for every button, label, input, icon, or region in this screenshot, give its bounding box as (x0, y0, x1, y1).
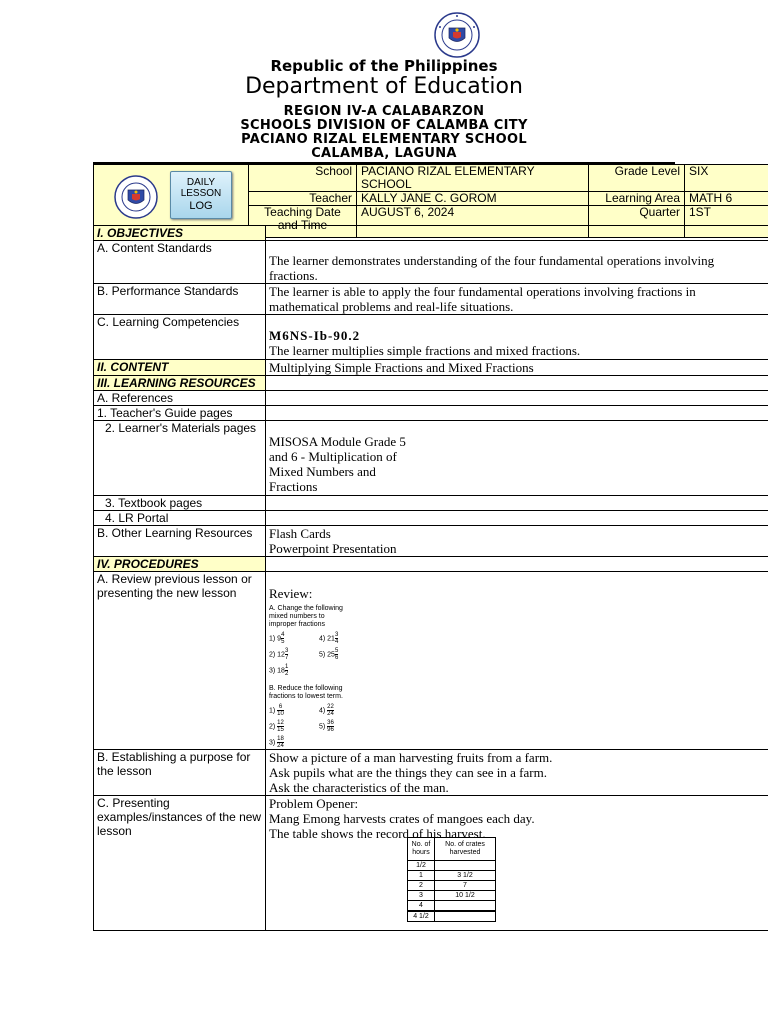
performance-standards-label: B. Performance Standards (94, 284, 266, 315)
presenting-cell: Problem Opener: Mang Emong harvests crates of mangoes each day. The table shows the record of his harvest. No. of hours No. of crates harvested 1/2 1 3 1/2 2 7 3 10 1/2 4 4 1/2 (266, 796, 768, 931)
learners-materials-label: 2. Learner's Materials pages (94, 421, 266, 496)
header-republic: Republic of the Philippines (270, 57, 498, 75)
purpose-cell: Show a picture of a man harvesting fruits from a farm. Ask pupils what are the things they can see in a farm. Ask the characteristics of the man. (266, 750, 768, 796)
learning-competencies-label: C. Learning Competencies (94, 315, 266, 360)
worksheet-a-item: 2) 12 $\frac{3}{7}$ (269, 648, 289, 661)
presenting-label: C. Presenting examples/instances of the new lesson (94, 796, 266, 931)
header-region: REGION IV-A CALABARZON (283, 104, 485, 119)
quarter-value: 1ST (685, 206, 768, 238)
learning-area-label: Learning Area (589, 192, 685, 206)
lesson-plan-table (93, 225, 768, 931)
worksheet-a-item: 3) 18 $\frac{1}{2}$ (269, 664, 289, 677)
lr-portal-label: 4. LR Portal (94, 511, 266, 526)
school-value: PACIANO RIZAL ELEMENTARY SCHOOL (357, 165, 589, 192)
harvest-crates-cell: 7 (435, 881, 496, 891)
harvest-crates-cell: 10 1/2 (435, 891, 496, 901)
header-school: PACIANO RIZAL ELEMENTARY SCHOOL (241, 132, 527, 147)
learning-competencies-cell (266, 315, 768, 360)
other-resources-cell: Flash Cards Powerpoint Presentation (266, 526, 768, 557)
content-standards-text: The learner demonstrates understanding of the four fundamental operations involving fractions. (266, 241, 768, 284)
deped-seal-small-icon (112, 175, 160, 219)
grade-level-value: SIX (685, 165, 768, 192)
worksheet-b-item: 5) $\frac{36}{96}$ (319, 720, 334, 733)
harvest-hours-cell: 4 1/2 (408, 911, 435, 922)
content-text: Multiplying Simple Fractions and Mixed Fractions (266, 360, 768, 376)
harvest-hours-cell: 1 (408, 871, 435, 881)
quarter-label: Quarter (589, 206, 685, 238)
deped-seal-icon (432, 12, 482, 58)
school-label: School (249, 165, 357, 192)
harvest-crates-cell (435, 901, 496, 912)
harvest-col-hours: No. of hours (408, 838, 435, 861)
header-location: CALAMBA, LAGUNA (311, 146, 457, 161)
competency-text: The learner multiplies simple fractions and mixed fractions. (269, 343, 581, 358)
worksheet-b-item: 1) $\frac{6}{10}$ (269, 704, 284, 717)
daily-lesson-log-badge: DAILY LESSON LOG (170, 171, 232, 219)
teaching-date-label: Teaching Date and Time (249, 206, 357, 238)
harvest-hours-cell: 2 (408, 881, 435, 891)
learning-resources-heading: III. LEARNING RESOURCES (94, 376, 266, 391)
harvest-table (407, 837, 496, 922)
performance-standards-text: The learner is able to apply the four fundamental operations involving fractions in mathematical problems and real-life situations. (266, 284, 768, 315)
content-standards-label: A. Content Standards (94, 241, 266, 284)
competency-code: M6NS-Ib-90.2 (269, 328, 361, 343)
purpose-label: B. Establishing a purpose for the lesson (94, 750, 266, 796)
harvest-hours-cell: 3 (408, 891, 435, 901)
learning-area-value: MATH 6 (685, 192, 768, 206)
review-label: A. Review previous lesson or presenting the new lesson (94, 572, 266, 750)
learners-materials-cell: MISOSA Module Grade 5 and 6 - Multiplication of Mixed Numbers and Fractions (266, 421, 768, 496)
objectives-heading: I. OBJECTIVES (94, 226, 266, 241)
worksheet-a-item: 1) 9 $\frac{4}{5}$ (269, 632, 285, 645)
grade-level-label: Grade Level (589, 165, 685, 192)
review-title: Review: (269, 586, 313, 601)
worksheet-b-item: 4) $\frac{22}{24}$ (319, 704, 334, 717)
header-department: Department of Education (245, 74, 523, 99)
teaching-date-value: AUGUST 6, 2024 (357, 206, 589, 238)
harvest-crates-cell: 3 1/2 (435, 871, 496, 881)
procedures-heading: IV. PROCEDURES (94, 557, 266, 572)
harvest-crates-cell (435, 911, 496, 922)
worksheet-b-item: 2) $\frac{12}{15}$ (269, 720, 284, 733)
references-label: A. References (94, 391, 266, 406)
teachers-guide-label: 1. Teacher's Guide pages (94, 406, 266, 421)
review-cell (266, 572, 768, 750)
worksheet-a-item: 5) 25 $\frac{5}{6}$ (319, 648, 339, 661)
teacher-label: Teacher (249, 192, 357, 206)
review-worksheet: A. Change the following mixed numbers to improper fractions 1) 9 $\frac{4}{5}$ 4) 21 $\frac{3}{4}$ 2) 12 $\frac{3}{7}$ 5) 25 $\frac{5}{6}$ 3) 18 $\frac{1}{2}$ B. Reduce the following fractions to lowest term. 1) $\frac{6}{10}$ 4) $\frac{22}{24}$ 2) $\frac{12}{15}$ 5) $\frac{36}{96}$ 3) $\frac{18}{24}$ (269, 605, 765, 749)
harvest-crates-cell (435, 861, 496, 871)
other-resources-label: B. Other Learning Resources (94, 526, 266, 557)
harvest-hours-cell: 1/2 (408, 861, 435, 871)
worksheet-b-item: 3) $\frac{18}{24}$ (269, 736, 284, 749)
header-division: SCHOOLS DIVISION OF CALAMBA CITY (240, 118, 528, 133)
harvest-col-crates: No. of crates harvested (435, 838, 496, 861)
worksheet-a-item: 4) 21 $\frac{3}{4}$ (319, 632, 339, 645)
harvest-hours-cell: 4 (408, 901, 435, 912)
textbook-label: 3. Textbook pages (94, 496, 266, 511)
teacher-value: KALLY JANE C. GOROM (357, 192, 589, 206)
content-heading: II. CONTENT (94, 360, 266, 376)
